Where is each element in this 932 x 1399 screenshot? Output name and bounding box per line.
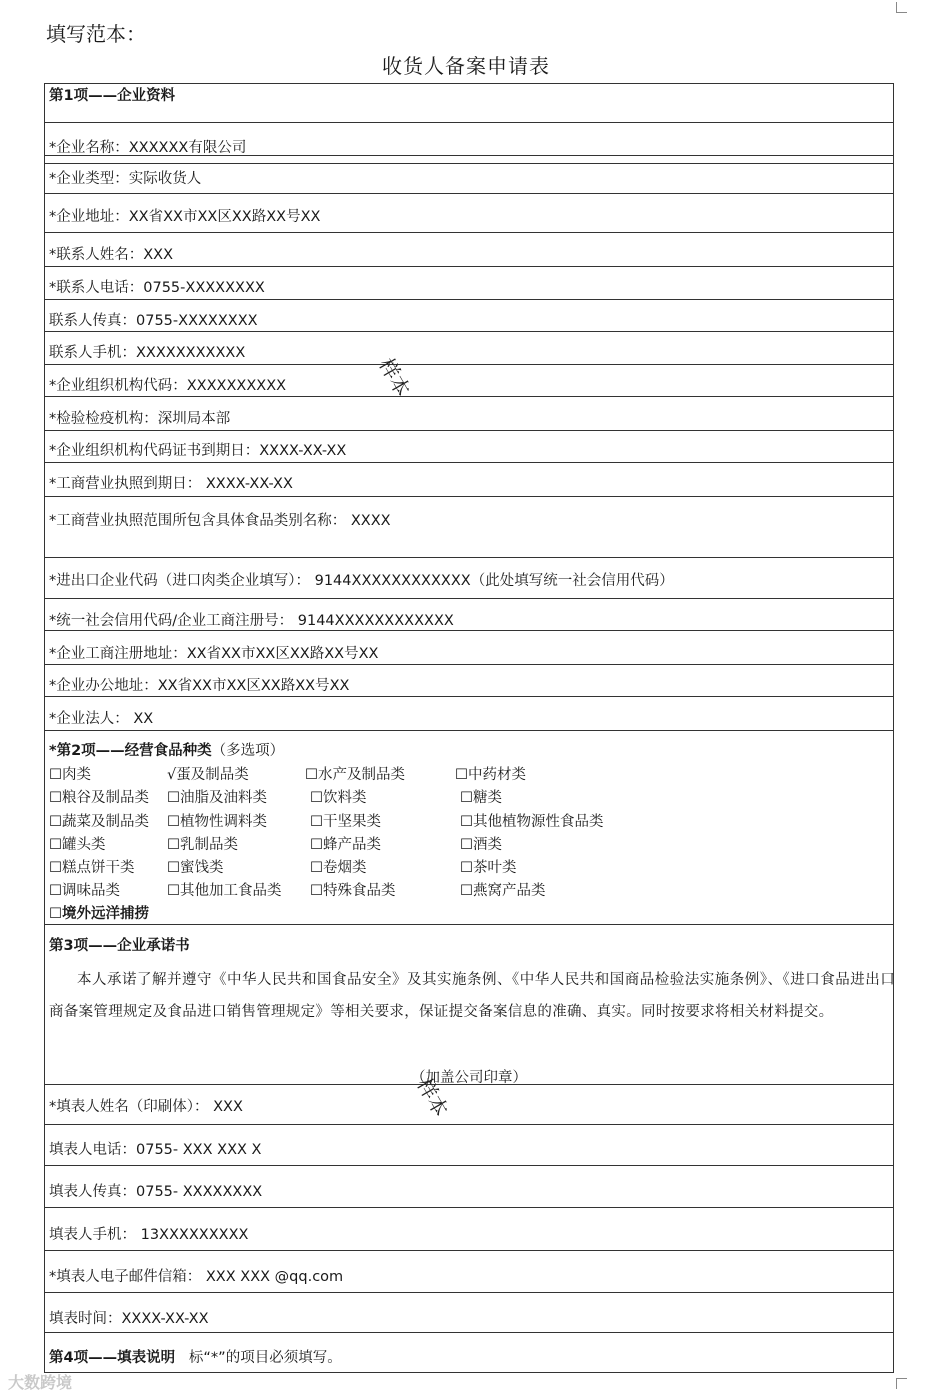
seal-note: （加盖公司印章） — [411, 1070, 527, 1086]
option-aquatic[interactable]: ☐水产及制品类 — [305, 767, 405, 783]
divider — [45, 364, 893, 365]
option-beverage[interactable]: ☐饮料类 — [310, 790, 367, 806]
divider — [45, 664, 893, 665]
field-office-address: *企业办公地址：XX省XX市XX区XX路XX号XX — [49, 678, 350, 694]
field-contact-phone: *联系人电话：0755-XXXXXXXX — [49, 280, 265, 296]
option-other-plant[interactable]: ☐其他植物源性食品类 — [460, 814, 604, 830]
field-company-address: *企业地址：XX省XX市XX区XX路XX号XX — [49, 209, 321, 225]
sample-stamp: 样本 — [412, 1073, 454, 1121]
option-sugar[interactable]: ☐糖类 — [460, 790, 502, 806]
divider — [45, 1250, 893, 1251]
field-org-code-expiry: *企业组织机构代码证书到期日：XXXX-XX-XX — [49, 443, 347, 459]
option-ocean-fishing[interactable]: ☐境外远洋捕捞 — [49, 906, 149, 922]
divider — [45, 266, 893, 267]
section2-heading-note: （多选项） — [211, 743, 285, 759]
field-org-code: *企业组织机构代码：XXXXXXXXXX — [49, 378, 287, 394]
option-other-processed[interactable]: ☐其他加工食品类 — [167, 883, 282, 899]
section4-heading: 第4项——填表说明 — [49, 1350, 176, 1366]
field-license-expiry: *工商营业执照到期日： XXXX-XX-XX — [49, 476, 293, 492]
field-import-export-code: *进出口企业代码（进口肉类企业填写）： 9144XXXXXXXXXXXX（此处填写统一社会信用代码） — [49, 573, 674, 589]
divider — [45, 1292, 893, 1293]
option-vegetable[interactable]: ☐蔬菜及制品类 — [49, 814, 149, 830]
option-meat[interactable]: ☐肉类 — [49, 767, 91, 783]
field-license-scope: *工商营业执照范围所包含具体食品类别名称： XXXX — [49, 513, 391, 529]
option-birdnest[interactable]: ☐燕窝产品类 — [460, 883, 546, 899]
divider — [45, 730, 893, 731]
divider — [45, 193, 893, 194]
option-tea[interactable]: ☐茶叶类 — [460, 860, 517, 876]
commitment-paragraph: 本人承诺了解并遵守《中华人民共和国食品安全》及其实施条例、《中华人民共和国商品检验法实施条例》、《进口食品进出口商备案管理规定及食品进口销售管理规定》等相关要求，保证提交备案信息的准确、真实。同时按要求将相关材料提交。 — [49, 972, 895, 1020]
divider — [45, 557, 893, 558]
filler-mobile: 填表人手机： 13XXXXXXXXX — [49, 1227, 249, 1243]
option-pastry[interactable]: ☐糕点饼干类 — [49, 860, 135, 876]
section2-heading-title: *第2项——经营食品种类 — [49, 743, 212, 759]
field-legal-person: *企业法人： XX — [49, 711, 154, 727]
divider — [45, 122, 893, 123]
option-special[interactable]: ☐特殊食品类 — [310, 883, 396, 899]
option-herbal[interactable]: ☐中药材类 — [455, 767, 526, 783]
filler-date: 填表时间：XXXX-XX-XX — [49, 1311, 209, 1327]
divider — [45, 299, 893, 300]
divider — [45, 1332, 893, 1333]
divider — [45, 232, 893, 233]
divider — [45, 430, 893, 431]
application-form — [44, 83, 894, 1373]
option-alcohol[interactable]: ☐酒类 — [460, 837, 502, 853]
field-contact-mobile: 联系人手机：XXXXXXXXXXX — [49, 345, 246, 361]
option-tobacco[interactable]: ☐卷烟类 — [310, 860, 367, 876]
option-spice[interactable]: ☐植物性调料类 — [167, 814, 267, 830]
filler-name: *填表人姓名（印刷体）： XXX — [49, 1099, 243, 1115]
divider — [45, 462, 893, 463]
option-egg[interactable]: √蛋及制品类 — [167, 767, 249, 783]
header-label: 填写范本： — [46, 22, 146, 46]
divider — [45, 1165, 893, 1166]
watermark-logo: 大数跨境 — [8, 1373, 73, 1392]
section1-heading: 第1项——企业资料 — [49, 88, 176, 104]
filler-email: *填表人电子邮件信箱： XXX XXX @qq.com — [49, 1269, 344, 1285]
divider — [45, 1207, 893, 1208]
field-company-type: *企业类型：实际收货人 — [49, 171, 202, 187]
corner-mark — [896, 2, 907, 13]
divider — [45, 496, 893, 497]
sample-stamp: 样本 — [374, 353, 416, 401]
section4-note: 标“*”的项目必须填写。 — [188, 1350, 342, 1366]
field-registered-address: *企业工商注册地址：XX省XX市XX区XX路XX号XX — [49, 646, 379, 662]
filler-fax: 填表人传真：0755- XXXXXXXX — [49, 1184, 263, 1200]
field-inspection-agency: *检验检疫机构：深圳局本部 — [49, 411, 231, 427]
divider — [45, 630, 893, 631]
divider — [45, 396, 893, 397]
option-oil[interactable]: ☐油脂及油料类 — [167, 790, 267, 806]
section4 — [49, 1349, 342, 1367]
divider — [45, 331, 893, 332]
divider — [45, 696, 893, 697]
option-nut[interactable]: ☐干坚果类 — [310, 814, 381, 830]
divider — [45, 924, 893, 925]
option-bee[interactable]: ☐蜂产品类 — [310, 837, 381, 853]
divider — [45, 163, 893, 164]
field-contact-name: *联系人姓名：XXX — [49, 247, 174, 263]
option-condiment[interactable]: ☐调味品类 — [49, 883, 120, 899]
field-credit-code: *统一社会信用代码/企业工商注册号： 9144XXXXXXXXXXXX — [49, 613, 454, 629]
page-title: 收货人备案申请表 — [382, 54, 550, 78]
field-company-name: *企业名称：XXXXXX有限公司 — [49, 140, 247, 156]
corner-mark — [896, 1378, 907, 1389]
section2-heading — [49, 742, 284, 760]
field-contact-fax: 联系人传真：0755-XXXXXXXX — [49, 313, 258, 329]
filler-phone: 填表人电话：0755- XXX XXX X — [49, 1142, 262, 1158]
option-grain[interactable]: ☐粮谷及制品类 — [49, 790, 149, 806]
divider — [45, 1124, 893, 1125]
divider — [45, 598, 893, 599]
divider — [45, 1084, 893, 1085]
option-candied[interactable]: ☐蜜饯类 — [167, 860, 224, 876]
section3-heading: 第3项——企业承诺书 — [49, 938, 190, 954]
option-canned[interactable]: ☐罐头类 — [49, 837, 106, 853]
option-dairy[interactable]: ☐乳制品类 — [167, 837, 238, 853]
